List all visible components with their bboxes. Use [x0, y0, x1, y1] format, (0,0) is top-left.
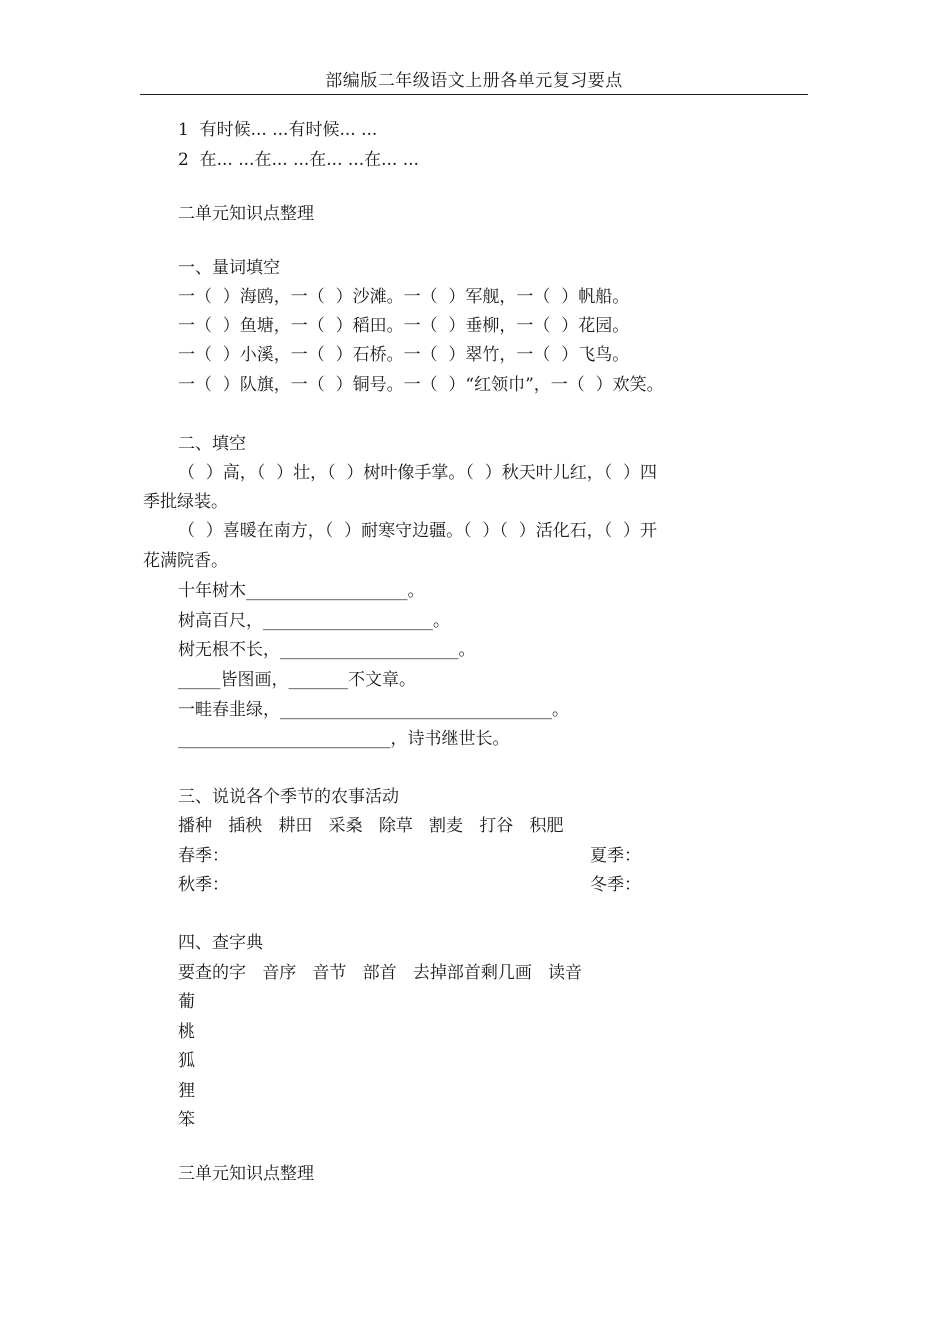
- proverb-blank-5: 一畦春韭绿，________________________________。: [178, 700, 569, 720]
- measure-word-row: 一（ ）鱼塘，一（ ）稻田。一（ ）垂柳，一（ ）花园。: [178, 316, 630, 336]
- dictionary-char-row: 笨: [178, 1110, 195, 1130]
- dictionary-char-row: 狐: [178, 1051, 195, 1071]
- fill-paragraph-1b: 季批绿装。: [143, 492, 228, 512]
- fill-paragraph-2b: 花满院香。: [143, 551, 228, 571]
- farm-activities-words: 播种 插秧 耕田 采桑 除草 割麦 打谷 积肥: [178, 816, 564, 836]
- fill-paragraph-2a: （ ）喜暖在南方，（ ）耐寒守边疆。（ ）（ ）活化石，（ ）开: [178, 521, 658, 541]
- measure-word-row: 一（ ）小溪，一（ ）石桥。一（ ）翠竹，一（ ）飞鸟。: [178, 345, 630, 365]
- fill-paragraph-1a: （ ）高，（ ）壮，（ ）树叶像手掌。（ ）秋天叶儿红，（ ）四: [178, 463, 658, 483]
- intro-line-2: 2 在... ...在... ...在... ...在... ...: [178, 150, 419, 170]
- dictionary-char-row: 桃: [178, 1022, 195, 1042]
- proverb-blank-2: 树高百尺，____________________。: [178, 611, 450, 631]
- header-divider: [140, 94, 808, 95]
- dictionary-char-row: 葡: [178, 992, 195, 1012]
- page-header-title: 部编版二年级语文上册各单元复习要点: [325, 71, 623, 91]
- season-summer-label: 夏季：: [590, 846, 641, 866]
- dictionary-char-row: 狸: [178, 1081, 195, 1101]
- section3-heading: 三、说说各个季节的农事活动: [178, 787, 399, 807]
- intro-line-1: 1 有时候... ...有时候... ...: [178, 120, 378, 140]
- season-spring-label: 春季：: [178, 846, 229, 866]
- unit3-title: 三单元知识点整理: [178, 1164, 314, 1184]
- proverb-blank-6: _________________________，诗书继世长。: [178, 729, 510, 749]
- section2-heading: 二、填空: [178, 434, 246, 454]
- proverb-blank-4: _____皆图画，_______不文章。: [178, 670, 416, 690]
- section4-heading: 四、查字典: [178, 933, 263, 953]
- proverb-blank-3: 树无根不长，_____________________。: [178, 640, 476, 660]
- proverb-blank-1: 十年树木___________________。: [178, 581, 425, 601]
- measure-word-row: 一（ ）海鸥，一（ ）沙滩。一（ ）军舰，一（ ）帆船。: [178, 287, 630, 307]
- section1-heading: 一、量词填空: [178, 258, 280, 278]
- season-winter-label: 冬季：: [590, 875, 641, 895]
- season-autumn-label: 秋季：: [178, 875, 229, 895]
- dictionary-table-header: 要查的字 音序 音节 部首 去掉部首剩几画 读音: [178, 963, 583, 983]
- unit2-title: 二单元知识点整理: [178, 204, 314, 224]
- measure-word-row: 一（ ）队旗，一（ ）铜号。一（ ）“红领巾”，一（ ）欢笑。: [178, 375, 664, 395]
